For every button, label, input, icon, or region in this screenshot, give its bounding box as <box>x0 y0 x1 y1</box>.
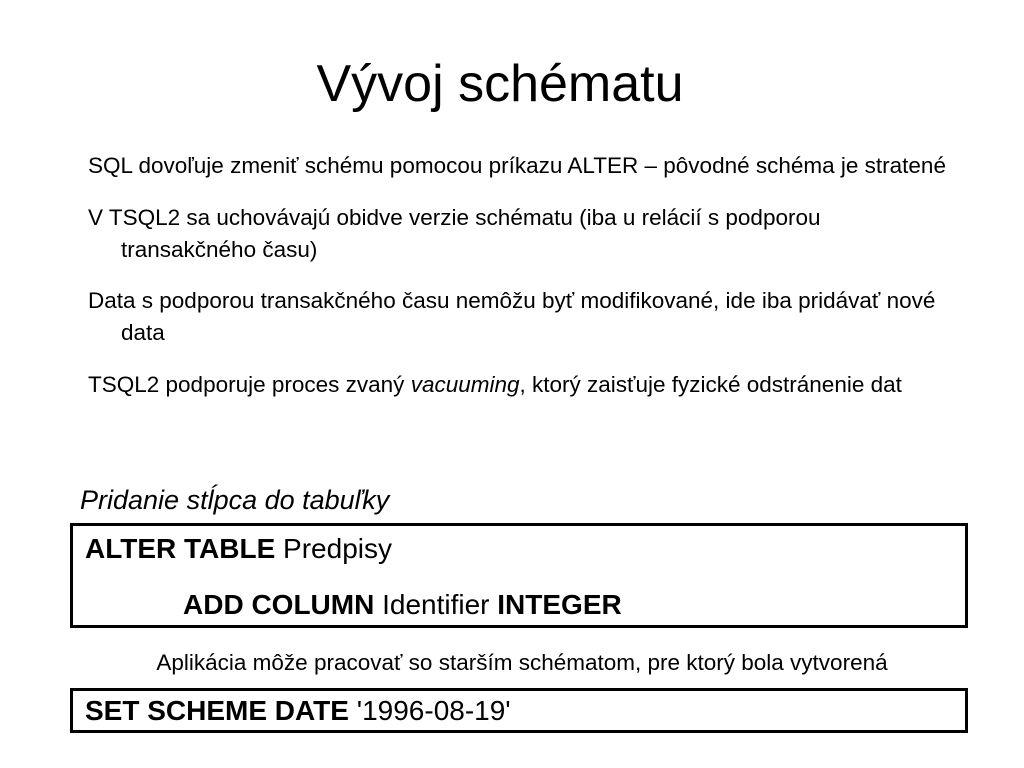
sql-keyword: ALTER TABLE <box>85 533 276 564</box>
bullet-item: V TSQL2 sa uchovávajú obidve verzie schématu (iba u relácií s podporou transakčného času) <box>88 204 821 262</box>
bullet-item <box>88 369 948 401</box>
sql-text: Predpisy <box>275 533 392 564</box>
set-scheme-code-box <box>70 688 968 733</box>
sql-keyword: ADD COLUMN <box>183 589 375 620</box>
code-line-set-scheme <box>85 693 511 729</box>
bullet-text: , ktorý zaisťuje fyzické odstránenie dat <box>519 371 902 397</box>
note-text: Aplikácia môže pracovať so starším schématom, pre ktorý bola vytvorená <box>156 650 888 675</box>
bullet-text: TSQL2 podporuje proces zvaný <box>88 371 411 397</box>
code-line-alter <box>85 531 392 567</box>
code-line-add-column <box>183 587 622 623</box>
bullet-emphasis: vacuuming <box>410 371 520 397</box>
sql-text: '1996-08-19' <box>348 695 511 726</box>
sql-keyword: INTEGER <box>497 589 622 620</box>
slide-title: Vývoj schématu <box>316 55 684 113</box>
alter-table-code-box <box>70 523 968 628</box>
sql-keyword: SET SCHEME DATE <box>85 695 349 726</box>
subheading: Pridanie stĺpca do tabuľky <box>80 485 390 515</box>
bullet-list <box>88 150 948 420</box>
sql-text: Identifier <box>374 589 498 620</box>
bullet-item: SQL dovoľuje zmeniť schému pomocou príkazu ALTER – pôvodné schéma je stratené <box>88 153 946 178</box>
bullet-item: Data s podporou transakčného času nemôžu byť modifikované, ide iba pridávať nové data <box>88 288 936 345</box>
